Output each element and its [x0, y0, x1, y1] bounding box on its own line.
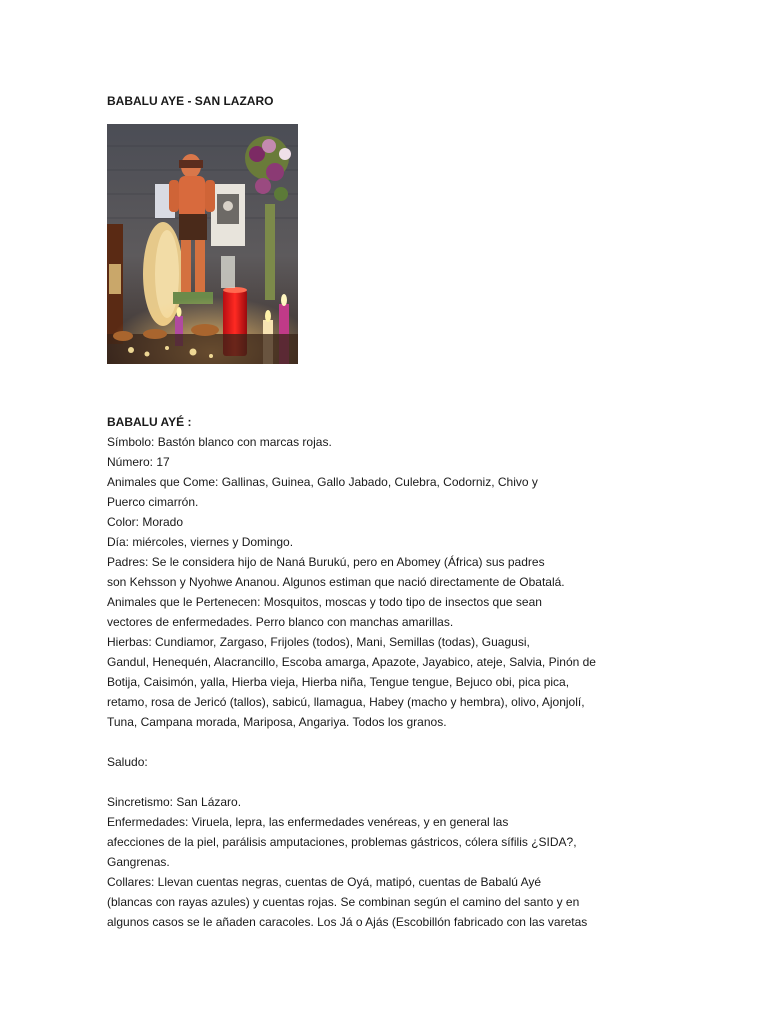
text-line: Color: Morado: [107, 515, 184, 529]
text-line: Tuna, Campana morada, Mariposa, Angariya. Todos los granos.: [107, 715, 447, 729]
text-line: Enfermedades: Viruela, lepra, las enfermedades venéreas, y en general las: [107, 815, 509, 829]
altar-photo: [107, 124, 298, 364]
text-line: Puerco cimarrón.: [107, 495, 199, 509]
text-line: Sincretismo: San Lázaro.: [107, 795, 242, 809]
text-line: Gangrenas.: [107, 855, 170, 869]
article-body: [107, 412, 627, 932]
page-title: BABALU AYE - SAN LAZARO: [107, 94, 274, 108]
text-line: Animales que le Pertenecen: Mosquitos, moscas y todo tipo de insectos que sean: [107, 595, 542, 609]
heading-babalu: BABALU AYÉ :: [107, 415, 192, 429]
text-line-saludo: Saludo:: [107, 755, 148, 769]
text-line: Gandul, Henequén, Alacrancillo, Escoba amarga, Apazote, Jayabico, ateje, Salvia, Pinón de: [107, 655, 596, 669]
text-line: son Kehsson y Nyohwe Ananou. Algunos estiman que nació directamente de Obatalá.: [107, 575, 565, 589]
text-line: Símbolo: Bastón blanco con marcas rojas.: [107, 435, 332, 449]
text-line: (blancas con rayas azules) y cuentas rojas. Se combinan según el camino del santo y en: [107, 895, 580, 909]
text-line: Número: 17: [107, 455, 170, 469]
blank-line: [107, 732, 627, 752]
text-line: vectores de enfermedades. Perro blanco con manchas amarillas.: [107, 615, 454, 629]
text-line: Collares: Llevan cuentas negras, cuentas de Oyá, matipó, cuentas de Babalú Ayé: [107, 875, 542, 889]
text-line: afecciones de la piel, parálisis amputaciones, problemas gástricos, cólera sífilis ¿SIDA?,: [107, 835, 577, 849]
text-line: retamo, rosa de Jericó (tallos), sabicú, llamagua, Habey (macho y hembra), olivo, Ajonjolí,: [107, 695, 585, 709]
text-line: algunos casos se le añaden caracoles. Los Já o Ajás (Escobillón fabricado con las varetas: [107, 915, 588, 929]
text-line: Padres: Se le considera hijo de Naná Burukú, pero en Abomey (África) sus padres: [107, 555, 545, 569]
blank-line: [107, 772, 627, 792]
text-line: Botija, Caisimón, yalla, Hierba vieja, Hierba niña, Tengue tengue, Bejuco obi, pica pica,: [107, 675, 570, 689]
text-line: Hierbas: Cundiamor, Zargaso, Frijoles (todos), Mani, Semillas (todas), Guagusi,: [107, 635, 530, 649]
text-line: Animales que Come: Gallinas, Guinea, Gallo Jabado, Culebra, Codorniz, Chivo y: [107, 475, 538, 489]
text-line: Día: miércoles, viernes y Domingo.: [107, 535, 294, 549]
